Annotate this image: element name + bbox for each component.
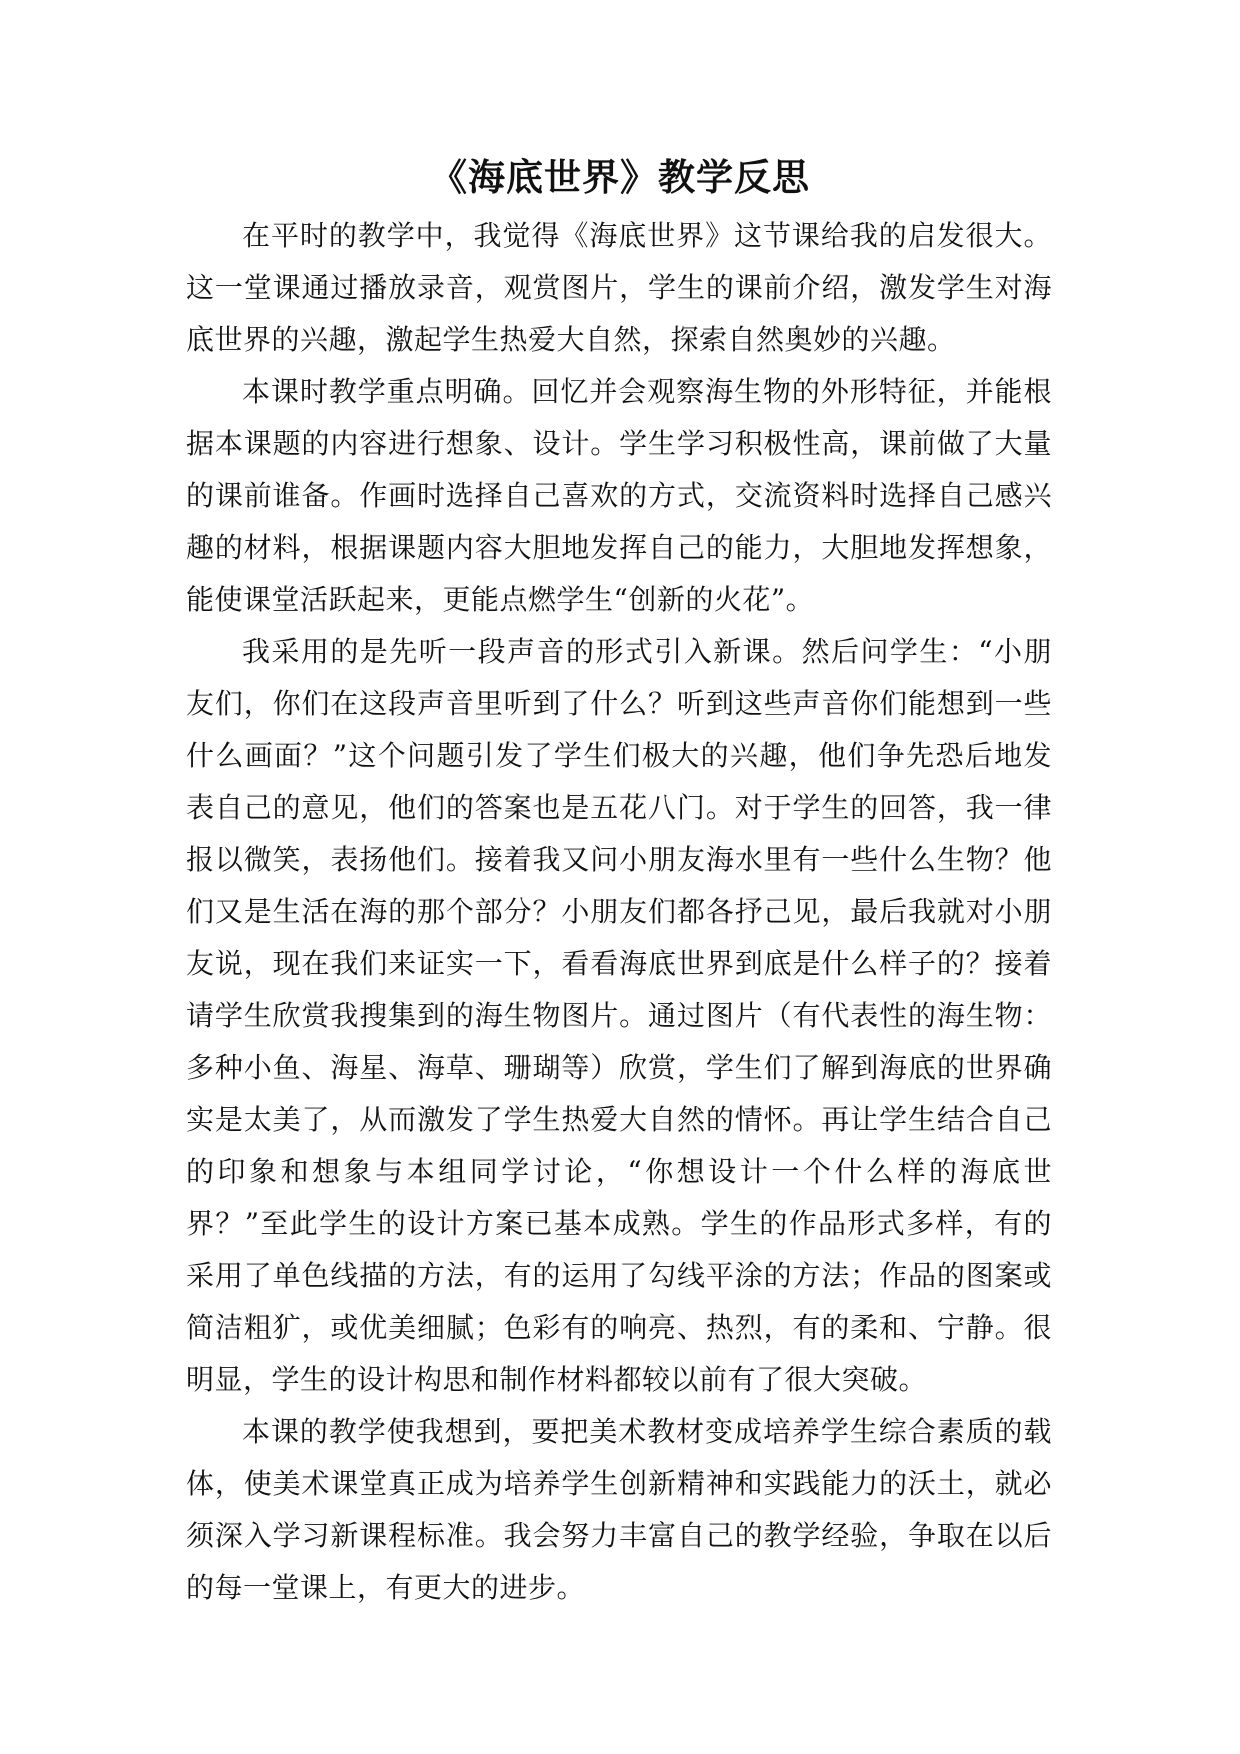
- paragraph-2: 本课时教学重点明确。回忆并会观察海生物的外形特征，并能根据本课题的内容进行想象、设计。学生学习积极性高，课前做了大量的课前谁备。作画时选择自己喜欢的方式，交流资料时选择自己感兴趣的材料，根据课题内容大胆地发挥自己的能力，大胆地发挥想象，能使课堂活跃起来，更能点燃学生“创新的火花”。: [186, 375, 1052, 616]
- paragraph-1: 在平时的教学中，我觉得《海底世界》这节课给我的启发很大。这一堂课通过播放录音，观赏图片，学生的课前介绍，激发学生对海底世界的兴趣，激起学生热爱大自然，探索自然奥妙的兴趣。: [186, 219, 1052, 356]
- paragraph-4: 本课的教学使我想到，要把美术教材变成培养学生综合素质的载体，使美术课堂真正成为培养学生创新精神和实践能力的沃土，就必须深入学习新课程标准。我会努力丰富自己的教学经验，争取在以后的每一堂课上，有更大的进步。: [186, 1415, 1052, 1604]
- paragraph-3: 我采用的是先听一段声音的形式引入新课。然后问学生：“小朋友们，你们在这段声音里听到了什么？听到这些声音你们能想到一些什么画面？”这个问题引发了学生们极大的兴趣，他们争先恐后地发表自己的意见，他们的答案也是五花八门。对于学生的回答，我一律报以微笑，表扬他们。接着我又问小朋友海水里有一些什么生物？他们又是生活在海的那个部分？小朋友们都各抒己见，最后我就对小朋友说，现在我们来证实一下，看看海底世界到底是什么样子的？接着请学生欣赏我搜集到的海生物图片。通过图片（有代表性的海生物：多种小鱼、海星、海草、珊瑚等）欣赏，学生们了解到海底的世界确实是太美了，从而激发了学生热爱大自然的情怀。再让学生结合自己的印象和想象与本组同学讨论，“你想设计一个什么样的海底世界？”至此学生的设计方案已基本成熟。学生的作品形式多样，有的采用了单色线描的方法，有的运用了勾线平涂的方法；作品的图案或简洁粗犷，或优美细腻；色彩有的响亮、热烈，有的柔和、宁静。很明显，学生的设计构思和制作材料都较以前有了很大突破。: [186, 635, 1052, 1396]
- document-body: [186, 210, 1052, 1614]
- document-title: 《海底世界》教学反思: [430, 156, 810, 199]
